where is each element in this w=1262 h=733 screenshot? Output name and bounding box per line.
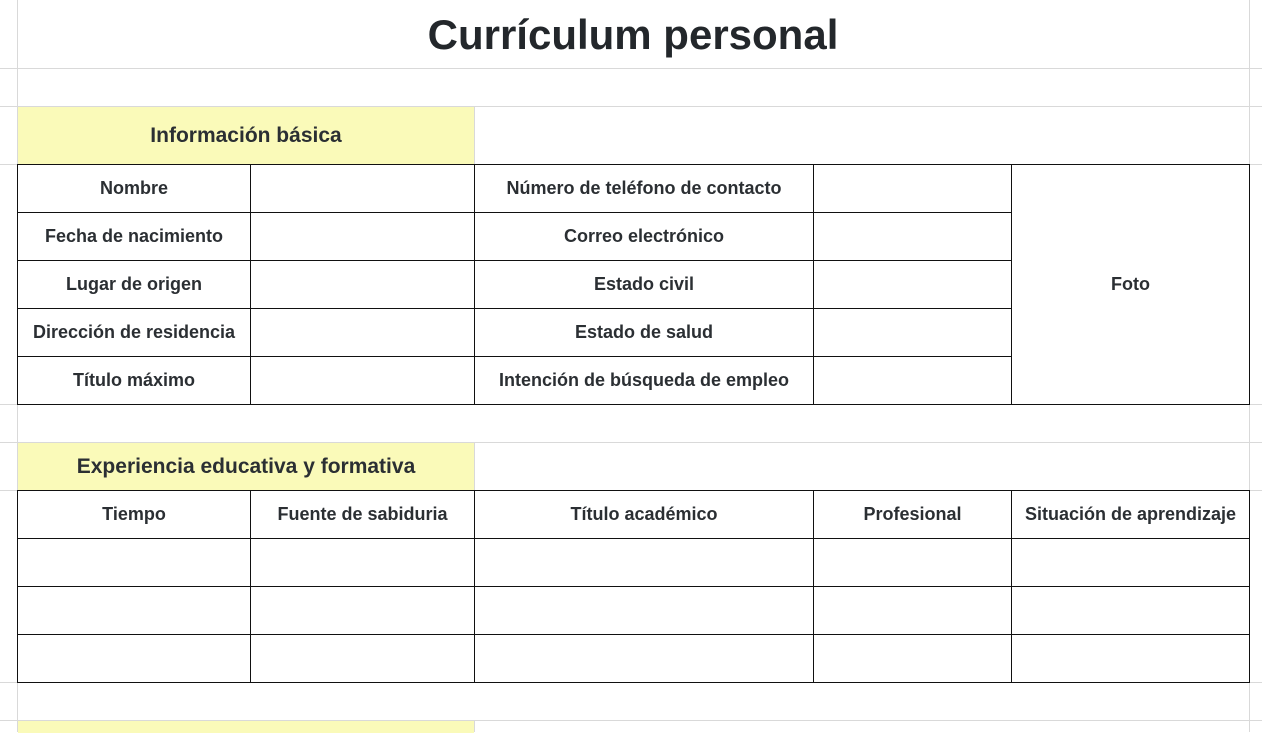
column-header-learning-status[interactable]: Situación de aprendizaje: [1011, 490, 1250, 539]
grid-row-line: [0, 68, 1262, 69]
value-cell-name[interactable]: [250, 164, 475, 213]
table-cell[interactable]: [250, 586, 475, 635]
value-cell-marital-status[interactable]: [813, 260, 1012, 309]
table-cell[interactable]: [1011, 538, 1250, 587]
table-cell[interactable]: [813, 586, 1012, 635]
value-cell-address[interactable]: [250, 308, 475, 357]
table-cell[interactable]: [474, 538, 814, 587]
label-cell-degree[interactable]: Título máximo: [17, 356, 251, 405]
label-cell-email[interactable]: Correo electrónico: [474, 212, 814, 261]
table-cell[interactable]: [813, 634, 1012, 683]
grid-col-line: [474, 106, 475, 164]
grid-col-line: [474, 720, 475, 732]
table-cell[interactable]: [250, 538, 475, 587]
table-cell[interactable]: [17, 538, 251, 587]
table-cell[interactable]: [474, 634, 814, 683]
table-cell[interactable]: [1011, 586, 1250, 635]
label-cell-name[interactable]: Nombre: [17, 164, 251, 213]
table-cell[interactable]: [17, 586, 251, 635]
label-cell-birthdate[interactable]: Fecha de nacimiento: [17, 212, 251, 261]
column-header-school[interactable]: Fuente de sabiduria: [250, 490, 475, 539]
value-cell-origin[interactable]: [250, 260, 475, 309]
table-cell[interactable]: [250, 634, 475, 683]
label-cell-health[interactable]: Estado de salud: [474, 308, 814, 357]
column-header-major[interactable]: Profesional: [813, 490, 1012, 539]
column-header-time[interactable]: Tiempo: [17, 490, 251, 539]
value-cell-health[interactable]: [813, 308, 1012, 357]
section-header-basic-info[interactable]: Información básica: [18, 107, 474, 164]
value-cell-phone[interactable]: [813, 164, 1012, 213]
value-cell-email[interactable]: [813, 212, 1012, 261]
value-cell-job-intent[interactable]: [813, 356, 1012, 405]
table-cell[interactable]: [1011, 634, 1250, 683]
table-cell[interactable]: [474, 586, 814, 635]
photo-cell[interactable]: Foto: [1011, 164, 1250, 405]
label-cell-job-intent[interactable]: Intención de búsqueda de empleo: [474, 356, 814, 405]
section-header-next[interactable]: [18, 721, 474, 733]
label-cell-phone[interactable]: Número de teléfono de contacto: [474, 164, 814, 213]
value-cell-degree[interactable]: [250, 356, 475, 405]
column-header-degree[interactable]: Título académico: [474, 490, 814, 539]
table-cell[interactable]: [17, 634, 251, 683]
label-cell-marital-status[interactable]: Estado civil: [474, 260, 814, 309]
section-header-education[interactable]: Experiencia educativa y formativa: [18, 443, 474, 490]
value-cell-birthdate[interactable]: [250, 212, 475, 261]
page-title: Currículum personal: [427, 11, 839, 58]
grid-col-line: [474, 442, 475, 490]
label-cell-address[interactable]: Dirección de residencia: [17, 308, 251, 357]
table-cell[interactable]: [813, 538, 1012, 587]
label-cell-origin[interactable]: Lugar de origen: [17, 260, 251, 309]
